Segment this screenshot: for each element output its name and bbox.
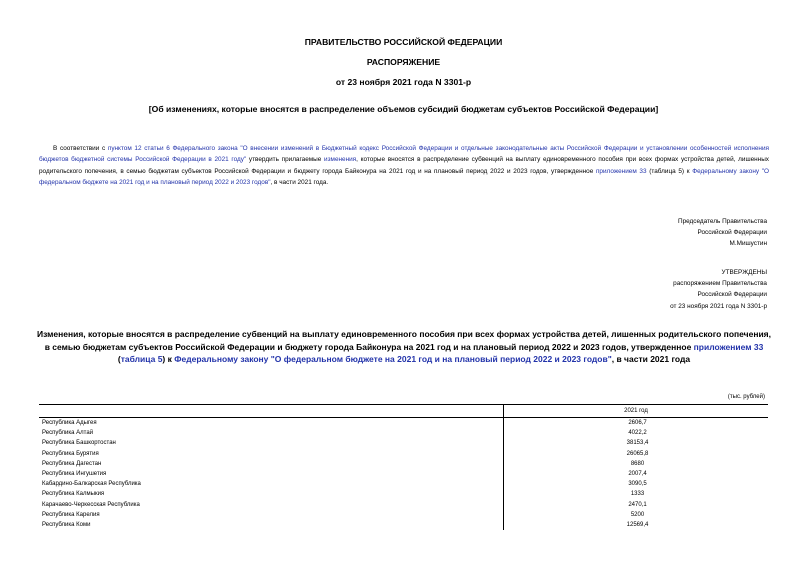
heading-federal-law-link[interactable]: Федеральному закону "О федеральном бюджете на 2021 год и на плановый период 2022 и 2023 годов": [174, 354, 612, 364]
heading-text-4: , в части 2021 года: [611, 354, 691, 364]
subsidy-table: [39, 404, 768, 530]
value-cell: 4022,2: [504, 428, 769, 438]
body-text-1: В соответствии с: [53, 145, 108, 152]
document-title: [Об изменениях, которые вносятся в распределение объемов субсидий бюджетам субъектов Российской Федерации]: [148, 104, 659, 114]
region-cell: Кабардино-Балкарская Республика: [42, 481, 141, 488]
value-cell: 38153,4: [504, 438, 769, 448]
value-cell: 2470,1: [504, 500, 769, 510]
table-row: [39, 459, 768, 469]
table-row: [39, 469, 768, 479]
value-cell: 1333: [504, 489, 769, 499]
table-row: [39, 428, 768, 438]
government-title: ПРАВИТЕЛЬСТВО РОССИЙСКОЙ ФЕДЕРАЦИИ: [304, 37, 503, 47]
table-row: [39, 449, 768, 459]
table-row: [39, 438, 768, 448]
value-cell: 12569,4: [504, 520, 769, 530]
table-row: [39, 500, 768, 510]
table-header-row: [39, 405, 768, 418]
region-cell: Республика Калмыкия: [42, 491, 105, 498]
signature-name: М.Мишустин: [729, 240, 767, 248]
heading-text-1: Изменения, которые вносятся в распределение субвенций на выплату единовременного пособия при всех формах устройства детей, лишенных родительского попечения, в семью бюджетам субъектов Российской Федерации и бюджету города Байконура на 2021 год и на плановый период 2022 и 2023 годов, утвержденное: [36, 329, 772, 352]
signature-position: Председатель Правительства: [678, 218, 767, 225]
law-article-link[interactable]: пунктом 12 статьи 6 Федерального закона "О внесении изменений в Бюджетный кодекс Российской Федерации и отдельные законодательные акты Российской Федерации и установлении особенностей исполнения бюджетов бюджетной системы Российской Федерации в 2021 году": [39, 145, 769, 164]
body-text-2: утвердить прилагаемые: [246, 156, 325, 164]
heading-text-2: (: [117, 354, 121, 364]
table-row: [39, 418, 768, 429]
body-paragraph: [39, 143, 769, 189]
document-date: от 23 ноября 2021 года N 3301-р: [335, 77, 472, 87]
approval-line-2: распоряжением Правительства: [673, 280, 767, 288]
region-cell: Республика Дагестан: [42, 460, 102, 467]
table-row: [39, 479, 768, 489]
region-cell: Республика Коми: [42, 521, 91, 528]
signature-block: [678, 216, 767, 250]
body-text-3: , которые вносятся в распределение субвенций на выплату единовременного пособия при всех формах устройства детей, лишенных родительского попечения, в семью бюджетам субъектов Российской Федерации и бюджету города Байконура на 2021 год и на плановый период 2022 и 2023 годов, утвержденное: [39, 156, 769, 175]
heading-appendix-link[interactable]: приложением 33: [693, 341, 764, 352]
region-cell: Республика Бурятия: [42, 450, 99, 457]
value-cell: 26065,8: [504, 449, 769, 459]
body-text-5: , в части 2021 года.: [270, 179, 329, 187]
heading-table-link[interactable]: таблица 5: [120, 354, 163, 364]
federal-law-link[interactable]: Федеральному закону "О федеральном бюджете на 2021 год и на плановый период 2022 и 2023 годов": [39, 167, 769, 187]
region-cell: Республика Карелия: [42, 511, 100, 518]
approval-title: УТВЕРЖДЕНЫ: [721, 269, 767, 276]
year-column-header: 2021 год: [504, 405, 769, 418]
region-cell: Карачаево-Черкесская Республика: [42, 501, 140, 508]
region-cell: Республика Адыгея: [42, 420, 97, 427]
changes-link[interactable]: изменения: [324, 156, 357, 164]
appendix-heading: [34, 328, 774, 366]
value-cell: 2007,4: [504, 469, 769, 479]
value-cell: 3090,5: [504, 479, 769, 489]
region-cell: Республика Ингушетия: [42, 471, 107, 478]
table-row: [39, 520, 768, 530]
value-cell: 8680: [504, 459, 769, 469]
value-cell: 2606,7: [504, 418, 769, 429]
approval-line-3: Российской Федерации: [697, 291, 767, 299]
approval-block: [670, 267, 767, 312]
document-kind: РАСПОРЯЖЕНИЕ: [366, 57, 441, 67]
table-units: (тыс. рублей): [727, 394, 765, 400]
region-cell: Республика Башкортостан: [42, 440, 116, 447]
signature-organization: Российской Федерации: [697, 229, 767, 237]
body-text-4: (таблица 5) к: [646, 167, 693, 175]
heading-text-3: ) к: [162, 354, 175, 364]
approval-line-4: от 23 ноября 2021 года N 3301-р: [670, 302, 767, 310]
value-cell: 5200: [504, 510, 769, 520]
table-row: [39, 489, 768, 499]
table-row: [39, 510, 768, 520]
region-cell: Республика Алтай: [42, 430, 94, 437]
appendix-link[interactable]: приложением 33: [595, 167, 647, 175]
region-column-header: [39, 405, 504, 418]
